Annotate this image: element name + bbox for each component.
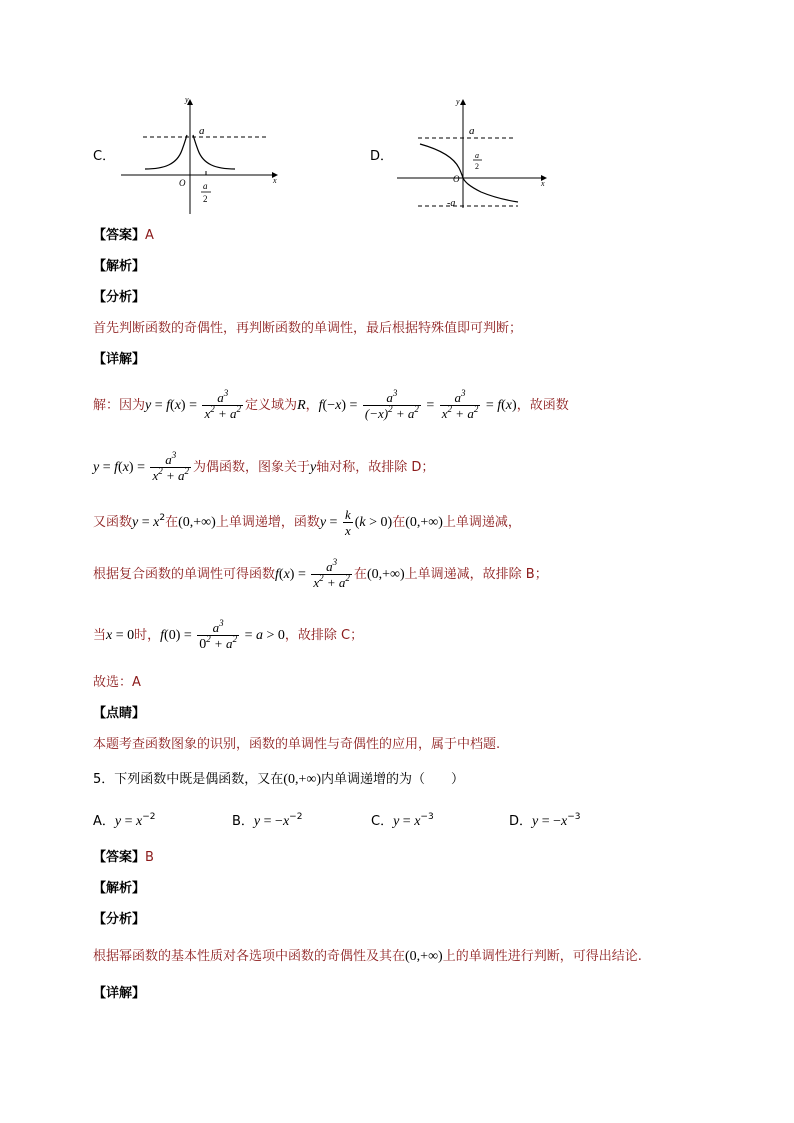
curve xyxy=(420,144,518,202)
q4-conclusion: 故选：A xyxy=(93,675,141,690)
option-d-label: D． xyxy=(370,149,394,164)
q5-fenxi-text: 根据幂函数的基本性质对各选项中函数的奇偶性及其在(0,+∞)上的单调性进行判断，可得出结论. xyxy=(93,949,642,964)
origin-label: O xyxy=(179,178,186,188)
q5-analysis-label: 【解析】 xyxy=(93,881,146,896)
q5-detail-label: 【详解】 xyxy=(93,986,146,1001)
q5-option-c: C．$y = x^{-3}$ xyxy=(371,812,434,829)
half-num: a xyxy=(475,151,479,160)
q4-line-2: y = f(x) = $\frac{a^3}{x^2 + a^2}$ 为偶函数，图象关于y轴对称，故排除 D； xyxy=(93,450,435,483)
y-label: y xyxy=(185,95,189,104)
option-c-label: C． xyxy=(93,149,116,164)
q4-dianjing-text: 本题考查函数图象的识别，函数的单调性与奇偶性的应用，属于中档题. xyxy=(93,737,501,752)
q5-fenxi-label: 【分析】 xyxy=(93,912,146,927)
x-label: x xyxy=(541,179,545,188)
q4-dianjing-label: 【点睛】 xyxy=(93,706,146,721)
x-label: x xyxy=(273,176,277,185)
q4-fenxi-text: 首先判断函数的奇偶性，再判断函数的单调性，最后根据特殊值即可判断； xyxy=(93,321,523,336)
a-label: a xyxy=(469,125,475,137)
graph-c xyxy=(115,92,285,217)
q4-line-4: 根据复合函数的单调性可得函数f(x) = $\frac{a^3}{x^2 + a^2}$ 在(0,+∞)上单调递减，故排除 B； xyxy=(93,557,548,590)
q5-answer: 【答案】B xyxy=(93,850,154,865)
graph-d xyxy=(393,96,553,214)
y-label: y xyxy=(456,97,460,106)
neg-a-label: -a xyxy=(447,198,456,209)
q4-detail-label: 【详解】 xyxy=(93,352,146,367)
q4-fenxi-label: 【分析】 xyxy=(93,290,146,305)
a-label: a xyxy=(199,125,205,137)
half-den: 2 xyxy=(203,194,208,204)
q4-answer: 【答案】A xyxy=(93,228,154,243)
q5-option-b: B．$y = -x^{-2}$ xyxy=(232,812,303,829)
q4-line-3: 又函数$y = x^2$在(0,+∞)上单调递增，函数y = $\frac{k}{x}$ (k > 0)在(0,+∞)上单调递减， xyxy=(93,507,521,538)
half-num: a xyxy=(203,181,208,191)
q5-option-a: A．$y = x^{-2}$ xyxy=(93,812,156,829)
curve-right xyxy=(193,135,235,169)
origin-label: O xyxy=(453,174,460,184)
q4-analysis-label: 【解析】 xyxy=(93,259,146,274)
q5-option-d: D．$y = -x^{-3}$ xyxy=(509,812,581,829)
curve-left xyxy=(145,135,187,169)
q4-line-5: 当x = 0时，f(0) = $\frac{a^3}{0^2 + a^2}$ = a > 0，故排除 C； xyxy=(93,617,364,652)
half-den: 2 xyxy=(475,162,479,171)
q4-line-1: 解：因为y = f(x) = $\frac{a^3}{x^2 + a^2}$ 定义域为R，f(−x) = $\frac{a^3}{(-x)^2 + a^2}$ = $\frac{a^3}{x^2 + a^2}$ = f(x)，故函数 xyxy=(93,388,569,421)
q5-stem: 5．下列函数中既是偶函数，又在(0,+∞)内单调递增的为（ ） xyxy=(93,772,464,787)
